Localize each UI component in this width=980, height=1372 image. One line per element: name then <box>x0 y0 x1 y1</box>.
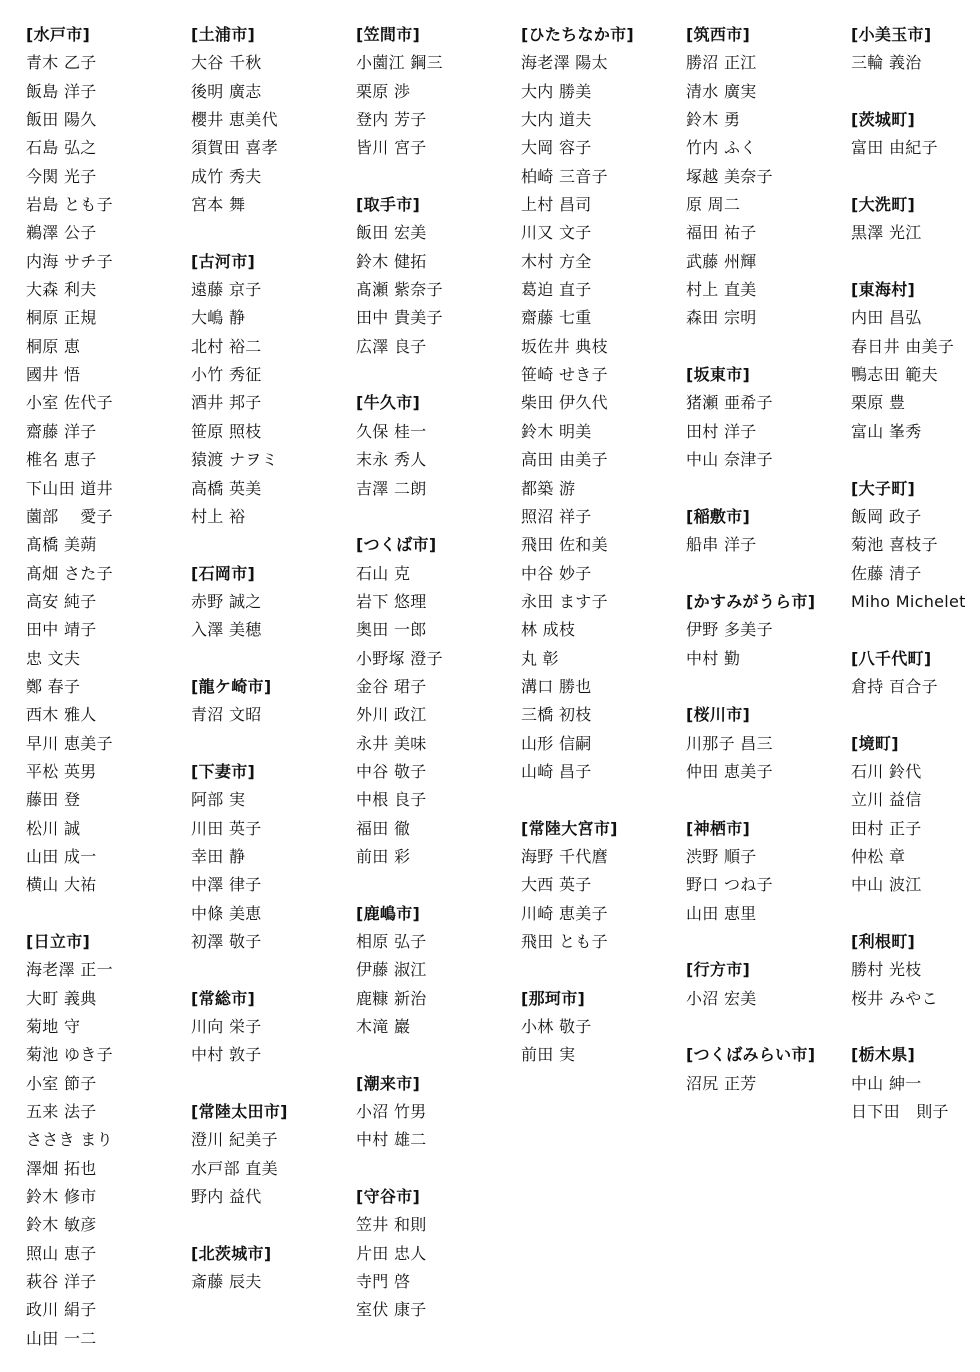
member-name: 永田 ます子 <box>521 591 608 611</box>
member-name: 富田 由紀子 <box>851 138 938 158</box>
group-spacer <box>521 956 686 984</box>
member-name: 斎藤 辰夫 <box>191 1272 262 1292</box>
member-name: 藤田 登 <box>26 790 81 810</box>
column-2 <box>191 21 356 1296</box>
group-spacer <box>191 645 356 673</box>
member-name: 日下田 則子 <box>851 1102 949 1122</box>
group-spacer <box>686 928 851 956</box>
member-name: 川田 英子 <box>191 818 262 838</box>
member-name: ささき まり <box>26 1130 113 1150</box>
member-name: 國井 悟 <box>26 365 81 385</box>
member-name: 猿渡 ナヲミ <box>191 450 278 470</box>
member-name: 武藤 州輝 <box>686 251 757 271</box>
group-spacer <box>356 1155 521 1183</box>
member-name: 大森 利夫 <box>26 280 97 300</box>
member-name: 坂佐井 典枝 <box>521 336 608 356</box>
member-name: 三輪 義治 <box>851 53 922 73</box>
member-name: 鵜澤 公子 <box>26 223 97 243</box>
region-heading: [常総市] <box>191 988 256 1008</box>
member-name: 大内 勝美 <box>521 81 592 101</box>
member-name: 笹原 照枝 <box>191 421 262 441</box>
column-5 <box>686 21 851 1098</box>
member-name: 石島 弘之 <box>26 138 97 158</box>
member-name: 竹内 ふく <box>686 138 757 158</box>
member-name: 飛田 佐和美 <box>521 535 608 555</box>
member-name: 丸 彰 <box>521 648 559 668</box>
member-name: 鴨志田 範夫 <box>851 365 938 385</box>
member-name: 中谷 敬子 <box>356 761 427 781</box>
member-name: 大岡 容子 <box>521 138 592 158</box>
member-name: 大嶋 静 <box>191 308 246 328</box>
member-name: 溝口 勝也 <box>521 676 592 696</box>
member-name: 山崎 昌子 <box>521 761 592 781</box>
member-name: 中澤 律子 <box>191 875 262 895</box>
region-heading: [神栖市] <box>686 818 751 838</box>
member-name: 勝村 光枝 <box>851 960 922 980</box>
member-name: 齋藤 洋子 <box>26 421 97 441</box>
member-name: 松川 誠 <box>26 818 81 838</box>
region-heading: [小美玉市] <box>851 25 932 44</box>
group-spacer <box>851 1013 976 1041</box>
member-name: 三橋 初枝 <box>521 705 592 725</box>
member-name: 伊藤 淑江 <box>356 960 427 980</box>
column-6 <box>851 21 976 1126</box>
member-name: 初澤 敬子 <box>191 932 262 951</box>
region-heading: [古河市] <box>191 251 256 271</box>
member-name: 鈴木 勇 <box>686 110 741 130</box>
member-name: 田村 洋子 <box>686 421 757 441</box>
member-name: 菊池 喜枝子 <box>851 535 938 555</box>
region-heading: [常陸太田市] <box>191 1102 288 1122</box>
region-heading: [那珂市] <box>521 988 586 1008</box>
member-name: 奥田 一郎 <box>356 620 427 640</box>
column-4 <box>521 21 686 1070</box>
member-name: 永井 美味 <box>356 733 427 753</box>
member-name: 川那子 昌三 <box>686 733 773 753</box>
region-heading: [坂東市] <box>686 365 751 385</box>
region-heading: [北茨城市] <box>191 1243 272 1263</box>
region-heading: [牛久市] <box>356 393 421 413</box>
member-name: 中谷 妙子 <box>521 563 592 583</box>
member-name: 片田 忠人 <box>356 1243 427 1263</box>
member-name: 山形 信嗣 <box>521 733 592 753</box>
member-name: 福田 祐子 <box>686 223 757 243</box>
group-spacer <box>356 871 521 899</box>
member-name: 村上 裕 <box>191 506 246 526</box>
group-spacer <box>356 503 521 531</box>
region-heading: [常陸大宮市] <box>521 818 618 838</box>
member-name: 小室 佐代子 <box>26 393 113 413</box>
member-name: 福田 徹 <box>356 818 411 838</box>
member-name: 内田 昌弘 <box>851 308 922 328</box>
member-name: 横山 大祐 <box>26 875 97 895</box>
member-name: 佐藤 清子 <box>851 563 922 583</box>
member-name: 飛田 とも子 <box>521 932 608 951</box>
member-name: 遠藤 京子 <box>191 280 262 300</box>
region-heading: [利根町] <box>851 932 916 951</box>
member-name: 中村 敦子 <box>191 1045 262 1065</box>
region-heading: [下妻市] <box>191 761 256 781</box>
member-name: 小沼 宏美 <box>686 988 757 1008</box>
group-spacer <box>191 730 356 758</box>
region-heading: [大子町] <box>851 478 916 498</box>
member-name: 高橋 英美 <box>191 478 262 498</box>
member-name: 鹿糠 新治 <box>356 988 427 1008</box>
member-name: 酒井 邦子 <box>191 393 262 413</box>
group-spacer <box>356 361 521 389</box>
member-name: 葛迫 直子 <box>521 280 592 300</box>
group-spacer <box>851 900 976 928</box>
member-name: 青沼 文昭 <box>191 705 262 725</box>
member-name: 中山 奈津子 <box>686 450 773 470</box>
member-name: 中條 美恵 <box>191 903 262 923</box>
member-name: 海老澤 正一 <box>26 960 113 980</box>
member-name: 宮本 舞 <box>191 195 246 215</box>
member-name: 下山田 道井 <box>26 478 113 498</box>
member-name: 森田 宗明 <box>686 308 757 328</box>
group-spacer <box>356 163 521 191</box>
region-heading: [潮来市] <box>356 1073 421 1093</box>
member-name: 赤野 誠之 <box>191 591 262 611</box>
member-name: 照沼 祥子 <box>521 506 592 526</box>
member-name: 平松 英男 <box>26 761 97 781</box>
member-name: 寺門 啓 <box>356 1272 411 1292</box>
group-spacer <box>851 163 976 191</box>
member-name: 桐原 正規 <box>26 308 97 328</box>
member-name: 中山 波江 <box>851 875 922 895</box>
member-name: 末永 秀人 <box>356 450 427 470</box>
group-spacer <box>851 616 976 644</box>
member-name: 岩島 とも子 <box>26 195 113 215</box>
member-name: 髙橋 美蒴 <box>26 535 97 555</box>
member-name: 前田 実 <box>521 1045 576 1065</box>
member-name: 須賀田 喜孝 <box>191 138 278 158</box>
member-name: 中山 紳一 <box>851 1073 922 1093</box>
group-spacer <box>686 1013 851 1041</box>
member-name: 齋藤 七重 <box>521 308 592 328</box>
region-heading: [桜川市] <box>686 705 751 725</box>
member-name: 田中 靖子 <box>26 620 97 640</box>
group-spacer <box>191 956 356 984</box>
region-heading: [鹿嶋市] <box>356 903 421 923</box>
member-name: 小林 敬子 <box>521 1017 592 1037</box>
region-heading: [ひたちなか市] <box>521 25 635 44</box>
region-heading: [筑西市] <box>686 25 751 44</box>
member-name: 村上 直美 <box>686 280 757 300</box>
member-name: 倉持 百合子 <box>851 676 938 696</box>
group-spacer <box>356 1041 521 1069</box>
member-name: 菊池 ゆき子 <box>26 1045 113 1065</box>
member-name: 山田 一二 <box>26 1328 97 1348</box>
member-name: 桜井 みやこ <box>851 988 938 1008</box>
member-name: 柏崎 三音子 <box>521 166 608 186</box>
region-heading: [稲敷市] <box>686 506 751 526</box>
region-heading: [つくばみらい市] <box>686 1045 816 1065</box>
group-spacer <box>851 446 976 474</box>
member-name: 笹崎 せき子 <box>521 365 608 385</box>
member-name: 田村 正子 <box>851 818 922 838</box>
group-spacer <box>191 1211 356 1239</box>
member-name: 阿部 実 <box>191 790 246 810</box>
member-name: 上村 昌司 <box>521 195 592 215</box>
region-heading: [八千代町] <box>851 648 932 668</box>
member-name: 薗部 愛子 <box>26 506 113 526</box>
member-name: 高田 由美子 <box>521 450 608 470</box>
group-spacer <box>851 701 976 729</box>
member-name: 海老澤 陽太 <box>521 53 608 73</box>
member-name: 清水 廣実 <box>686 81 757 101</box>
member-name: 林 成枝 <box>521 620 576 640</box>
region-heading: [境町] <box>851 733 899 753</box>
region-heading: [行方市] <box>686 960 751 980</box>
region-heading: [つくば市] <box>356 535 437 555</box>
member-name: 中根 良子 <box>356 790 427 810</box>
member-name: 桐原 恵 <box>26 336 81 356</box>
member-name: 鈴木 健拓 <box>356 251 427 271</box>
member-name: 大谷 千秋 <box>191 53 262 73</box>
member-name: 吉澤 二朗 <box>356 478 427 498</box>
member-name: 石山 克 <box>356 563 411 583</box>
member-name: 入澤 美穂 <box>191 620 262 640</box>
region-heading: [守谷市] <box>356 1187 421 1207</box>
member-name: 鈴木 修市 <box>26 1187 97 1207</box>
member-name: 青木 乙子 <box>26 53 97 73</box>
region-heading: [笠間市] <box>356 25 421 44</box>
member-name: 早川 恵美子 <box>26 733 113 753</box>
member-name: 政川 絹子 <box>26 1300 97 1320</box>
member-name: 野口 つね子 <box>686 875 773 895</box>
member-name: 木村 方全 <box>521 251 592 271</box>
member-name: 野内 益代 <box>191 1187 262 1207</box>
member-name: 幸田 静 <box>191 846 246 866</box>
member-name: 黒澤 光江 <box>851 223 922 243</box>
member-name: 澄川 紀美子 <box>191 1130 278 1150</box>
member-name: 仲松 章 <box>851 846 906 866</box>
member-name: 櫻井 恵美代 <box>191 110 278 130</box>
member-name: 川又 文子 <box>521 223 592 243</box>
member-name: 久保 桂一 <box>356 421 427 441</box>
member-name: 西木 雅人 <box>26 705 97 725</box>
region-heading: [龍ケ崎市] <box>191 676 272 696</box>
member-name: 大西 英子 <box>521 875 592 895</box>
member-name: 髙畑 さた子 <box>26 563 113 583</box>
member-name: 都築 游 <box>521 478 576 498</box>
member-name: 栗原 豊 <box>851 393 906 413</box>
member-name: 皆川 宮子 <box>356 138 427 158</box>
member-name: 鈴木 敏彦 <box>26 1215 97 1235</box>
group-spacer <box>851 248 976 276</box>
member-name: 伊野 多美子 <box>686 620 773 640</box>
group-spacer <box>521 786 686 814</box>
member-name: 小薗江 鋼三 <box>356 53 443 73</box>
member-name: 高安 純子 <box>26 591 97 611</box>
group-spacer <box>686 560 851 588</box>
region-heading: [水戸市] <box>26 25 91 44</box>
region-heading: [石岡市] <box>191 563 256 583</box>
group-spacer <box>686 475 851 503</box>
member-name: 仲田 恵美子 <box>686 761 773 781</box>
member-name: 広澤 良子 <box>356 336 427 356</box>
member-name: 立川 益信 <box>851 790 922 810</box>
group-spacer <box>191 1070 356 1098</box>
member-name: 小沼 竹男 <box>356 1102 427 1122</box>
member-name: 沼尻 正芳 <box>686 1073 757 1093</box>
member-name: 外川 政江 <box>356 705 427 725</box>
group-spacer <box>191 219 356 247</box>
member-name: 飯田 陽久 <box>26 110 97 130</box>
member-name: 飯田 宏美 <box>356 223 427 243</box>
member-name: 鄭 春子 <box>26 676 81 696</box>
region-heading: [日立市] <box>26 932 91 951</box>
member-name: 室伏 康子 <box>356 1300 427 1320</box>
member-name: 小竹 秀征 <box>191 365 262 385</box>
region-heading: [土浦市] <box>191 25 256 44</box>
member-name: 忠 文夫 <box>26 648 81 668</box>
member-name: 渋野 順子 <box>686 846 757 866</box>
member-name: 照山 恵子 <box>26 1243 97 1263</box>
group-spacer <box>686 333 851 361</box>
member-name: 原 周二 <box>686 195 741 215</box>
region-heading: [栃木県] <box>851 1045 916 1065</box>
group-spacer <box>851 78 976 106</box>
member-name: 萩谷 洋子 <box>26 1272 97 1292</box>
member-name: 澤畑 拓也 <box>26 1158 97 1178</box>
member-name: 髙瀬 紫奈子 <box>356 280 443 300</box>
column-1 <box>26 21 191 1353</box>
member-name: 川崎 恵美子 <box>521 903 608 923</box>
member-name: 海野 千代麿 <box>521 846 608 866</box>
member-name: 金谷 珺子 <box>356 676 427 696</box>
member-name: 塚越 美奈子 <box>686 166 773 186</box>
member-name: 北村 裕二 <box>191 336 262 356</box>
member-name: 飯島 洋子 <box>26 81 97 101</box>
member-name: 登内 芳子 <box>356 110 427 130</box>
member-name: 大内 道夫 <box>521 110 592 130</box>
member-name: 勝沼 正江 <box>686 53 757 73</box>
member-name: 大町 義典 <box>26 988 97 1008</box>
member-name: 木滝 巖 <box>356 1017 411 1037</box>
member-name: 中村 雄二 <box>356 1130 427 1150</box>
member-name: 石川 鈴代 <box>851 761 922 781</box>
region-heading: [取手市] <box>356 195 421 215</box>
member-name: 富山 峯秀 <box>851 421 922 441</box>
member-name: 笠井 和則 <box>356 1215 427 1235</box>
member-name: 小室 節子 <box>26 1073 97 1093</box>
region-heading: [かすみがうら市] <box>686 591 816 611</box>
member-name: 船串 洋子 <box>686 535 757 555</box>
group-spacer <box>26 900 191 928</box>
member-name: 前田 彩 <box>356 846 411 866</box>
group-spacer <box>686 673 851 701</box>
member-name: 相原 弘子 <box>356 932 427 951</box>
member-name: 猪瀬 亜希子 <box>686 393 773 413</box>
member-name: 椎名 恵子 <box>26 450 97 470</box>
member-name: 菊地 守 <box>26 1017 81 1037</box>
member-name: 今関 光子 <box>26 166 97 186</box>
member-name: 川向 栄子 <box>191 1017 262 1037</box>
member-name: 小野塚 澄子 <box>356 648 443 668</box>
member-name: 五来 法子 <box>26 1102 97 1122</box>
group-spacer <box>191 531 356 559</box>
member-name: 飯岡 政子 <box>851 506 922 526</box>
member-name: 後明 廣志 <box>191 81 262 101</box>
member-name: 成竹 秀夫 <box>191 166 262 186</box>
member-name: 鈴木 明美 <box>521 421 592 441</box>
region-heading: [大洗町] <box>851 195 916 215</box>
member-name: 柴田 伊久代 <box>521 393 608 413</box>
member-name: 山田 恵里 <box>686 903 757 923</box>
member-name: 中村 勤 <box>686 648 741 668</box>
member-name: Miho Michelet <box>851 591 966 611</box>
region-heading: [茨城町] <box>851 110 916 130</box>
member-name: 田中 貴美子 <box>356 308 443 328</box>
member-name: 内海 サチ子 <box>26 251 113 271</box>
member-name: 岩下 悠理 <box>356 591 427 611</box>
group-spacer <box>686 786 851 814</box>
member-name: 水戸部 直美 <box>191 1158 278 1178</box>
member-name: 春日井 由美子 <box>851 336 955 356</box>
member-name: 栗原 渉 <box>356 81 411 101</box>
member-name: 山田 成一 <box>26 846 97 866</box>
region-heading: [東海村] <box>851 280 916 300</box>
column-3 <box>356 21 521 1325</box>
